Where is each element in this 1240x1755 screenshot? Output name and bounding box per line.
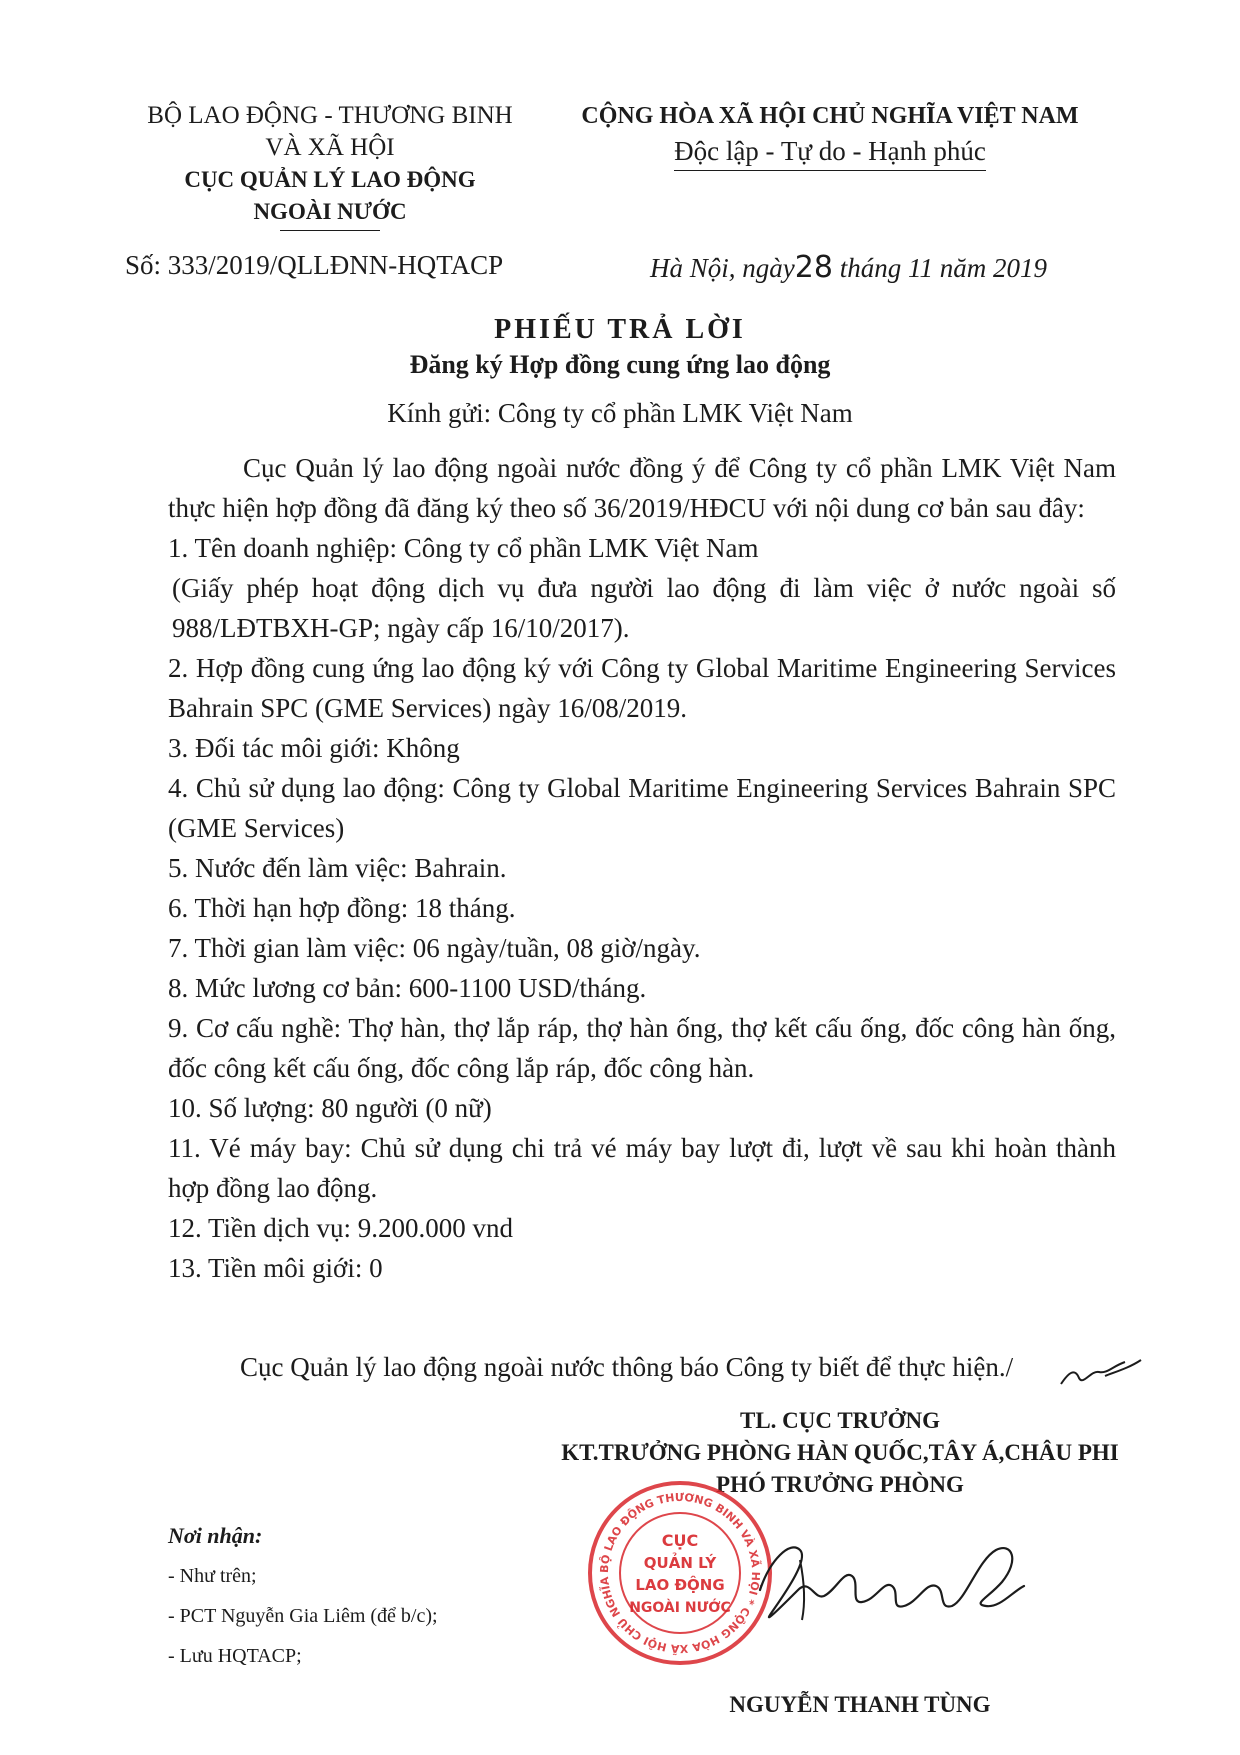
- recipient-line: Kính gửi: Công ty cổ phần LMK Việt Nam: [387, 398, 853, 428]
- department-name-line1: CỤC QUẢN LÝ LAO ĐỘNG: [184, 167, 476, 192]
- closing-sentence: Cục Quản lý lao động ngoài nước thông báo Công ty biết để thực hiện./: [240, 1352, 1014, 1382]
- national-header: [550, 100, 1110, 171]
- document-subtitle: Đăng ký Hợp đồng cung ứng lao động: [409, 350, 831, 379]
- content-item: 6. Thời hạn hợp đồng: 18 tháng.: [168, 893, 516, 923]
- receiver-item: - Như trên;: [168, 1565, 257, 1587]
- content-item: 1. Tên doanh nghiệp: Công ty cổ phần LMK Việt Nam: [168, 533, 759, 563]
- receiver-item: - Lưu HQTACP;: [168, 1645, 302, 1667]
- intro-paragraph: Cục Quản lý lao động ngoài nước đồng ý để Công ty cổ phần LMK Việt Nam thực hiện hợp đồng đã đăng ký theo số 36/2019/HĐCU với nội dung cơ bản sau đây:: [168, 453, 1116, 523]
- agency-divider: [280, 230, 380, 231]
- document-title: PHIẾU TRẢ LỜI: [494, 314, 746, 345]
- receiver-item: - PCT Nguyễn Gia Liêm (để b/c);: [168, 1605, 438, 1627]
- svg-text:CỤC: CỤC: [661, 1531, 699, 1550]
- place-date-year: năm 2019: [932, 253, 1047, 283]
- signing-position: PHÓ TRƯỞNG PHÒNG: [716, 1472, 964, 1497]
- content-item: (Giấy phép hoạt động dịch vụ đưa người lao động đi làm việc ở nước ngoài số 988/LĐTBXH-GP; ngày cấp 16/10/2017).: [172, 573, 1116, 643]
- document-body: [168, 448, 1116, 1288]
- content-item: 8. Mức lương cơ bản: 600-1100 USD/tháng.: [168, 973, 647, 1003]
- content-item: 10. Số lượng: 80 người (0 nữ): [168, 1093, 492, 1123]
- place-date-prefix: Hà Nội, ngày: [650, 253, 795, 283]
- national-motto: [550, 134, 1110, 171]
- content-item: 12. Tiền dịch vụ: 9.200.000 vnd: [168, 1213, 514, 1243]
- signing-authority: TL. CỤC TRƯỞNG: [740, 1408, 940, 1433]
- ministry-name-line2: VÀ XÃ HỘI: [265, 134, 395, 161]
- handwritten-day: 28: [794, 250, 833, 285]
- content-item: 7. Thời gian làm việc: 06 ngày/tuần, 08 giờ/ngày.: [168, 933, 701, 963]
- ministry-name-line1: BỘ LAO ĐỘNG - THƯƠNG BINH: [147, 102, 513, 129]
- content-item: 3. Đối tác môi giới: Không: [168, 733, 460, 763]
- handwritten-signature: [740, 1520, 1040, 1645]
- signer-name: NGUYỄN THANH TÙNG: [729, 1692, 991, 1717]
- content-item: 13. Tiền môi giới: 0: [168, 1253, 383, 1283]
- initial-mark: [1055, 1350, 1145, 1395]
- svg-text:NGOÀI NƯỚC: NGOÀI NƯỚC: [629, 1600, 731, 1616]
- place-date-month: 11: [907, 253, 933, 283]
- content-item: 11. Vé máy bay: Chủ sử dụng chi trả vé máy bay lượt đi, lượt về sau khi hoàn thành hợp đồng lao động.: [168, 1133, 1116, 1203]
- svg-text:BỘ LAO ĐỘNG THƯƠNG BINH VÀ XÃ: BỘ LAO ĐỘNG THƯƠNG BINH VÀ XÃ HỘI * CỘNG HÒA XÃ HỘI CHỦ NGHĨA: [597, 1490, 763, 1656]
- content-item: 9. Cơ cấu nghề: Thợ hàn, thợ lắp ráp, thợ hàn ống, thợ kết cấu ống, đốc công hàn ống, đốc công kết cấu ống, đốc công lắp ráp, đốc công hàn.: [168, 1013, 1116, 1083]
- document-number: Số: 333/2019/QLLĐNN-HQTACP: [125, 250, 504, 280]
- receivers-section: [168, 1516, 438, 1676]
- country-name: CỘNG HÒA XÃ HỘI CHỦ NGHĨA VIỆT NAM: [581, 103, 1079, 129]
- signing-department: KT.TRƯỞNG PHÒNG HÀN QUỐC,TÂY Á,CHÂU PHI: [561, 1440, 1119, 1465]
- department-name-line2: NGOÀI NƯỚC: [253, 199, 407, 224]
- content-item: 4. Chủ sử dụng lao động: Công ty Global Maritime Engineering Services Bahrain SPC (GME Services): [168, 773, 1116, 843]
- svg-text:LAO ĐỘNG: LAO ĐỘNG: [635, 1576, 725, 1594]
- svg-text:QUẢN LÝ: QUẢN LÝ: [643, 1554, 717, 1572]
- national-motto-text: Độc lập - Tự do - Hạnh phúc: [674, 134, 986, 171]
- agency-header: [120, 100, 540, 231]
- place-date-middle: tháng: [832, 253, 908, 283]
- content-item: 2. Hợp đồng cung ứng lao động ký với Công ty Global Maritime Engineering Services Bahrain SPC (GME Services) ngày 16/08/2019.: [168, 653, 1116, 723]
- content-item: 5. Nước đến làm việc: Bahrain.: [168, 853, 507, 883]
- place-date: [650, 250, 1047, 285]
- receivers-heading: Nơi nhận:: [168, 1523, 263, 1548]
